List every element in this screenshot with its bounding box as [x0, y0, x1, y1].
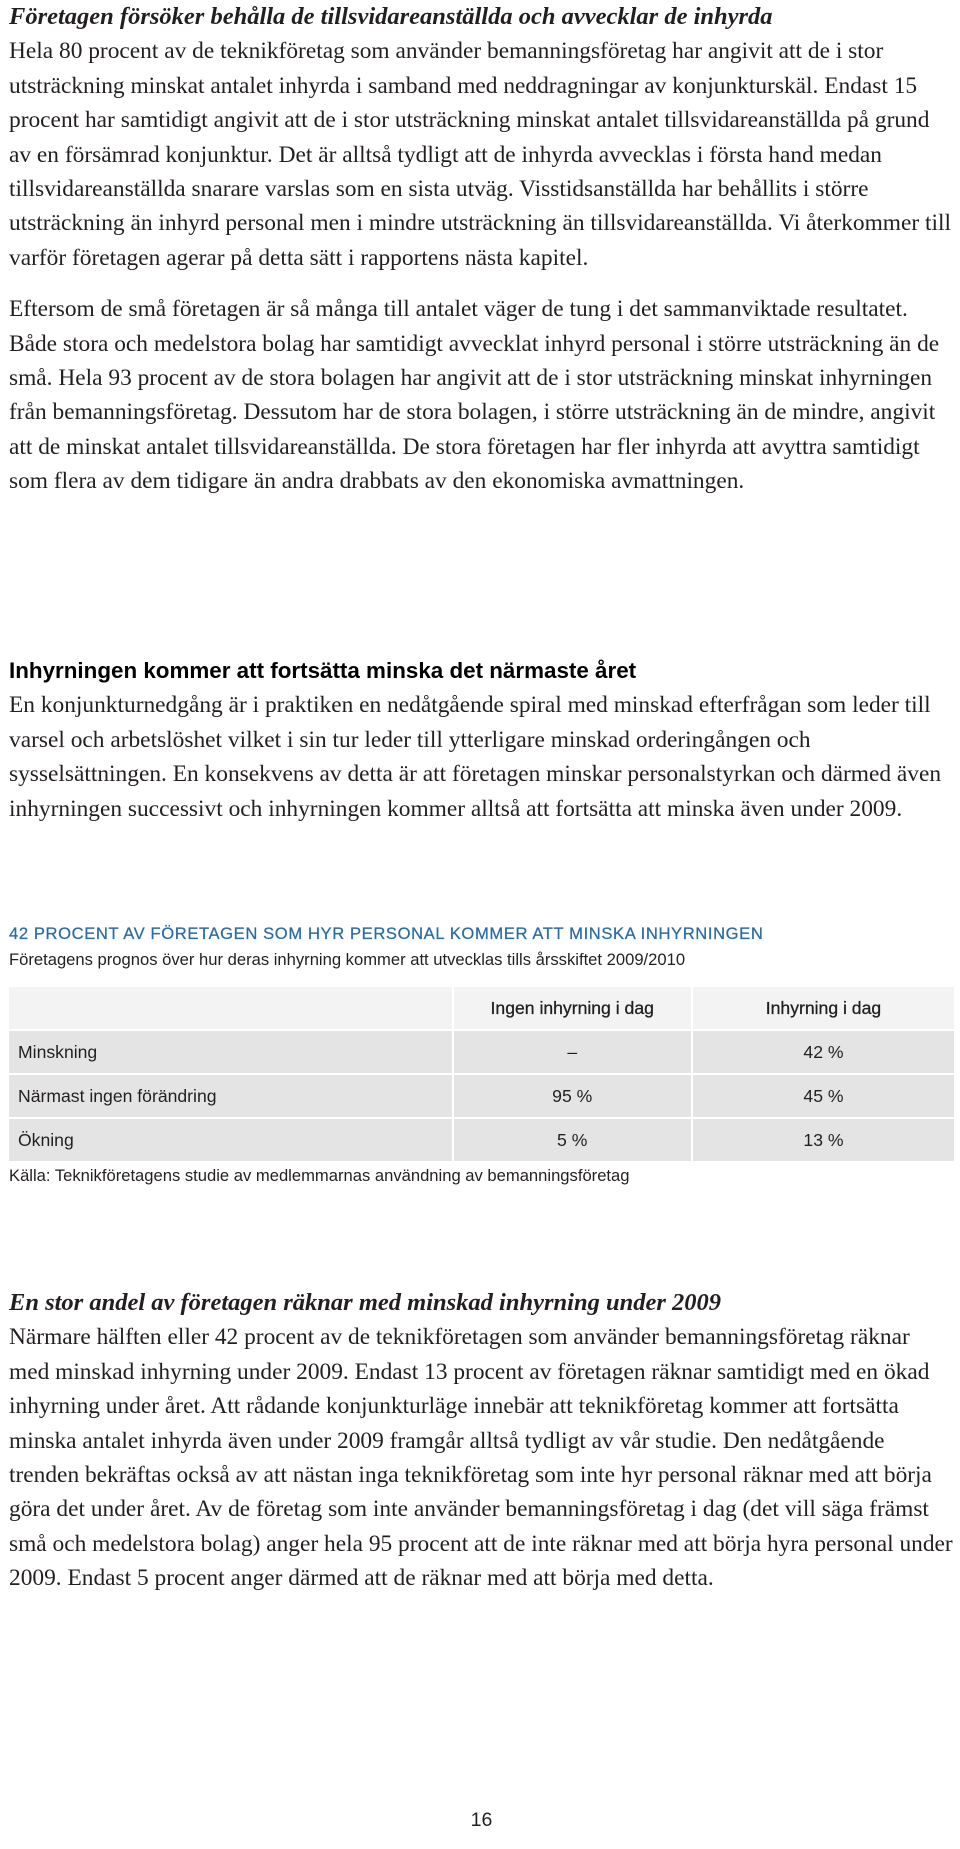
- table-header-cell: [9, 987, 453, 1030]
- section-heading: Inhyrningen kommer att fortsätta minska det närmaste året: [9, 658, 637, 683]
- body-paragraph: Närmare hälften eller 42 procent av de teknikföretagen som använder bemanningsföretag räknar med minskad inhyrning under 2009. Endast 13 procent av företagen räknar samtidigt med en ökad inhyrning under året. Att rådande konjunkturläge innebär att teknikföretag kommer att fortsätta minska antalet inhyrda även under 2009 framgår alltså tydligt av vår studie. Den nedåtgående trenden bekräftas också av att nästan inga teknikföretag som inte hyr personal räknar med att börja göra det under året. Av de företag som inte använder bemanningsföretag i dag (det vill säga främst små och medelstora bolag) anger hela 95 procent att de inte räknar med att börja hyra personal under 2009. Endast 5 procent anger därmed att de räknar med att börja med detta.: [9, 1324, 953, 1592]
- table-title: 42 PROCENT AV FÖRETAGEN SOM HYR PERSONAL KOMMER ATT MINSKA INHYRNINGEN: [9, 924, 764, 943]
- cell-no-hire: 95 %: [453, 1074, 692, 1118]
- section-staff-reduction: [9, 0, 954, 499]
- table-source: Källa: Teknikföretagens studie av medlemmarnas användning av bemanningsföretag: [9, 1166, 630, 1185]
- section-heading: En stor andel av företagen räknar med minskad inhyrning under 2009: [9, 1289, 721, 1316]
- table-row: [9, 1074, 954, 1118]
- cell-hire: 42 %: [692, 1030, 954, 1074]
- page-number: 16: [470, 1809, 493, 1831]
- row-label: Ökning: [9, 1118, 453, 1162]
- table-header-cell: Inhyrning i dag: [692, 987, 954, 1030]
- body-paragraph: Eftersom de små företagen är så många till antalet väger de tung i det sammanviktade resultatet. Både stora och medelstora bolag har samtidigt avvecklat inhyrd personal i större utsträckning än de små. Hela 93 procent av de stora bolagen har angivit att de i stor utsträckning minskat inhyrningen från bemanningsföretag. Dessutom har de stora bolagen, i större utsträckning än de mindre, angivit att de minskat antalet tillsvidareanställda. De stora företagen har fler inhyrda att avyttra samtidigt som flera av dem tidigare än andra drabbats av den ekonomiska avmattningen.: [9, 296, 940, 495]
- table-row: [9, 1030, 954, 1074]
- cell-no-hire: 5 %: [453, 1118, 692, 1162]
- row-label: Närmast ingen förändring: [9, 1074, 453, 1118]
- cell-hire: 45 %: [692, 1074, 954, 1118]
- table-header-cell: Ingen inhyrning i dag: [453, 987, 692, 1030]
- section-forecast: [9, 654, 954, 826]
- cell-no-hire: –: [453, 1030, 692, 1074]
- table-subtitle: Företagens prognos över hur deras inhyrning kommer att utvecklas tills årsskiftet 2009/2010: [9, 950, 686, 969]
- section-heading: Företagen försöker behålla de tillsvidareanställda och avvecklar de inhyrda: [9, 3, 773, 30]
- table-row: [9, 1118, 954, 1162]
- forecast-table: [9, 987, 954, 1163]
- body-paragraph: En konjunkturnedgång är i praktiken en nedåtgående spiral med minskad efterfrågan som leder till varsel och arbetslöshet vilket i sin tur leder till ytterligare minskad orderingången och sysselsättningen. En konsekvens av detta är att företagen minskar personalstyrkan och därmed även inhyrningen successivt och inhyrningen kommer alltså att fortsätta att minska även under 2009.: [9, 692, 942, 822]
- table-header-row: [9, 987, 954, 1030]
- row-label: Minskning: [9, 1030, 453, 1074]
- body-paragraph: Hela 80 procent av de teknikföretag som använder bemanningsföretag har angivit att de i stor utsträckning minskat antalet inhyrda i samband med neddragningar av konjunkturskäl. Endast 15 procent har samtidigt angivit att de i stor utsträckning minskat antalet tillsvidareanställda på grund av en försämrad konjunktur. Det är alltså tydligt att de inhyrda avvecklas i första hand medan tillsvidareanställda snarare varslas som en sista utväg. Visstidsanställda har behållits i större utsträckning än inhyrd personal men i mindre utsträckning än tillsvidareanställda. Vi återkommer till varför företagen agerar på detta sätt i rapportens nästa kapitel.: [9, 38, 951, 271]
- section-reduced-hiring: [9, 1286, 954, 1596]
- document-page: [9, 0, 954, 1849]
- cell-hire: 13 %: [692, 1118, 954, 1162]
